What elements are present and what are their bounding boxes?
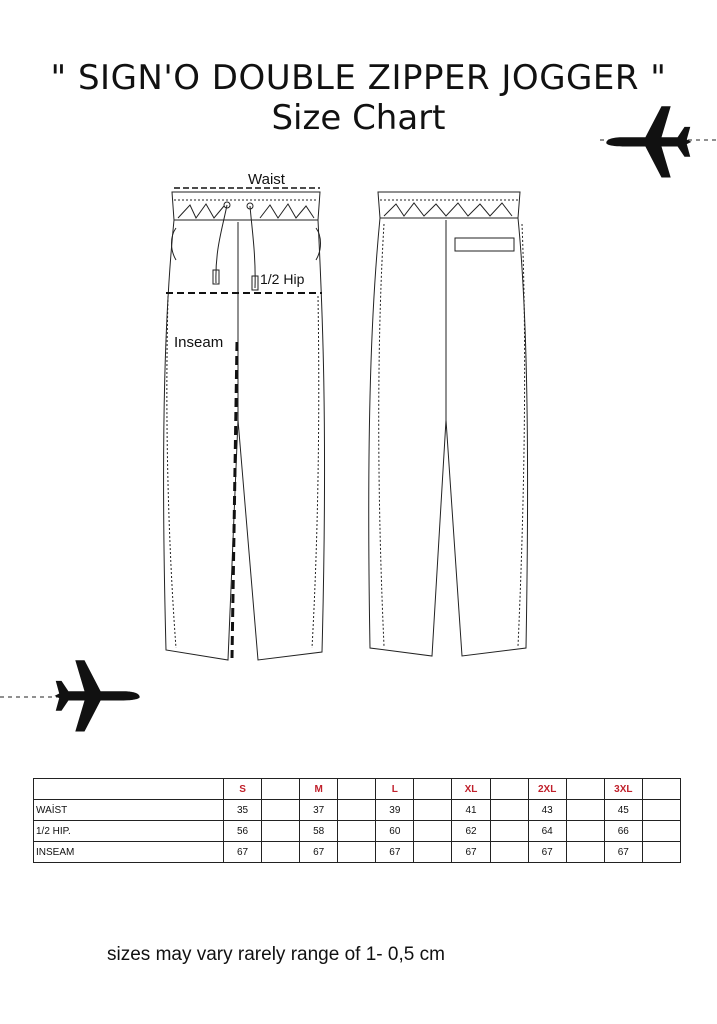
row-label: 1/2 HIP. [34, 821, 224, 842]
size-table [33, 778, 681, 863]
row-label: INSEAM [34, 842, 224, 863]
table-cell: 41 [452, 800, 490, 821]
table-cell: 64 [528, 821, 566, 842]
size-header: XL [452, 779, 490, 800]
back-view-pants [369, 192, 528, 656]
table-cell: 45 [604, 800, 642, 821]
airplane-icon [55, 660, 140, 731]
table-header-row [34, 779, 681, 800]
size-header: 3XL [604, 779, 642, 800]
size-variance-note: sizes may vary rarely range of 1- 0,5 cm [107, 944, 445, 965]
size-header: M [300, 779, 338, 800]
table-cell: 62 [452, 821, 490, 842]
table-cell: 35 [224, 800, 262, 821]
airplane-icon [606, 106, 691, 177]
table-row [34, 800, 681, 821]
hip-label: 1/2 Hip [260, 271, 305, 287]
table-cell: 58 [300, 821, 338, 842]
front-view-pants [164, 192, 325, 660]
table-cell: 56 [224, 821, 262, 842]
table-cell: 67 [224, 842, 262, 863]
size-header: L [376, 779, 414, 800]
waist-label: Waist [248, 171, 285, 188]
table-cell: 67 [604, 842, 642, 863]
table-row [34, 842, 681, 863]
table-cell: 43 [528, 800, 566, 821]
table-row [34, 821, 681, 842]
table-cell: 67 [528, 842, 566, 863]
table-cell: 39 [376, 800, 414, 821]
table-cell: 60 [376, 821, 414, 842]
size-header: S [224, 779, 262, 800]
table-cell: 66 [604, 821, 642, 842]
row-label: WAİST [34, 800, 224, 821]
table-cell: 37 [300, 800, 338, 821]
table-cell: 67 [300, 842, 338, 863]
page-title: " SIGN'O DOUBLE ZIPPER JOGGER " [50, 58, 667, 98]
size-header: 2XL [528, 779, 566, 800]
page-subtitle: Size Chart [271, 98, 446, 138]
table-cell: 67 [452, 842, 490, 863]
table-cell: 67 [376, 842, 414, 863]
table-corner-cell [34, 779, 224, 800]
inseam-label: Inseam [174, 334, 224, 351]
measurement-lines [166, 188, 322, 658]
